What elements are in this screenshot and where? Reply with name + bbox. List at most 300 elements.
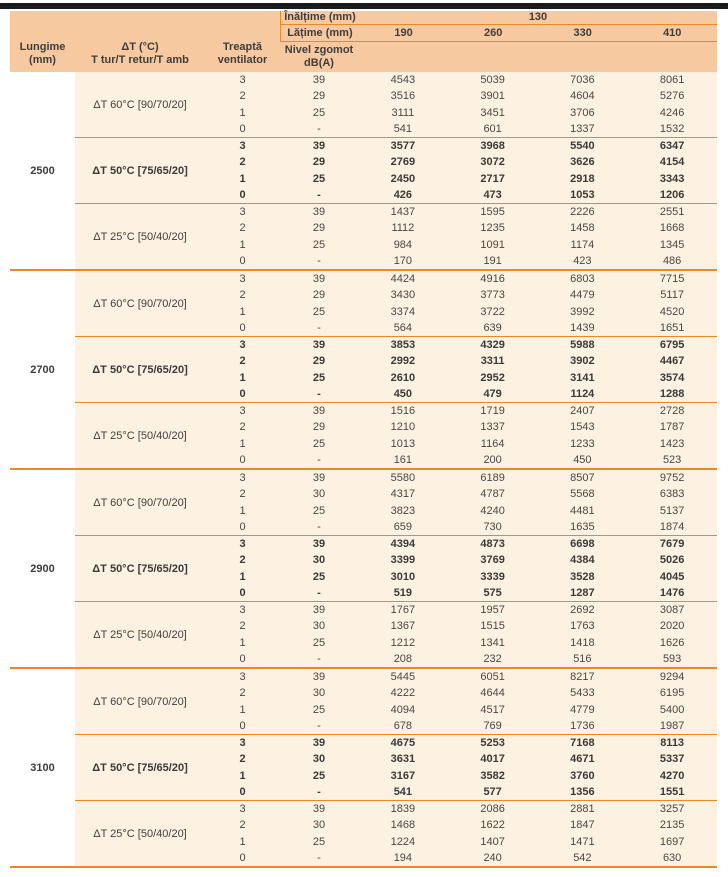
output-cell: 1288: [659, 387, 685, 400]
output-cell: 4779: [570, 703, 595, 716]
fan-step-cell: 2: [239, 90, 246, 103]
output-cell: 2020: [659, 620, 685, 633]
output-cell: 6698: [570, 538, 595, 551]
output-cell: 5580: [390, 472, 416, 485]
output-cell: 1736: [570, 719, 595, 732]
output-cell: 3343: [659, 172, 685, 185]
output-cell: 5568: [570, 488, 595, 501]
output-cell: 4154: [659, 156, 685, 169]
fan-step-cell: 2: [239, 222, 246, 235]
noise-level-cell: 30: [312, 753, 326, 766]
output-cell: 1235: [480, 222, 505, 235]
output-cell: 4222: [390, 687, 416, 700]
output-cell: 4873: [480, 538, 505, 551]
delta-section: [75, 535, 717, 601]
output-cell: 426: [393, 188, 413, 201]
output-cell: 541: [393, 122, 413, 135]
output-cell: 3582: [480, 769, 505, 782]
output-cell: 1174: [570, 238, 595, 251]
output-cell: 240: [483, 851, 502, 864]
output-cell: 3087: [659, 604, 685, 617]
output-cell: 1551: [659, 785, 685, 798]
header-treapta-line1: Treaptă: [222, 41, 263, 53]
fan-step-cell: 3: [239, 273, 246, 286]
delta-label: ΔT 60°C [90/70/20]: [93, 695, 187, 708]
noise-level-cell: 25: [312, 437, 326, 450]
fan-step-cell: 2: [239, 355, 246, 368]
output-cell: 6189: [480, 472, 505, 485]
output-cell: 5276: [659, 90, 685, 103]
output-cell: 2450: [390, 172, 416, 185]
output-cell: 1622: [480, 819, 505, 832]
output-cell: 1164: [480, 437, 505, 450]
noise-level-cell: -: [317, 652, 321, 665]
output-cell: 3577: [390, 140, 416, 153]
output-cell: 4517: [480, 703, 505, 716]
output-cell: 1847: [570, 819, 595, 832]
output-cell: 1206: [659, 188, 685, 201]
delta-section: [75, 203, 717, 269]
noise-level-cell: 39: [312, 74, 326, 87]
output-cell: 3528: [570, 570, 595, 583]
noise-level-cell: 25: [312, 106, 326, 119]
output-cell: 1124: [570, 387, 595, 400]
output-cell: 2918: [570, 172, 595, 185]
output-cell: 473: [483, 188, 502, 201]
fan-step-cell: 2: [239, 156, 246, 169]
output-cell: 1767: [390, 604, 416, 617]
output-cell: 232: [483, 652, 502, 665]
output-cell: 1543: [570, 421, 595, 434]
output-cell: 5137: [659, 504, 685, 517]
output-cell: 601: [483, 122, 502, 135]
output-cell: 564: [393, 321, 413, 334]
output-cell: 639: [483, 321, 502, 334]
fan-step-cell: 1: [239, 172, 246, 185]
output-cell: 1471: [570, 835, 595, 848]
header-lungime: [10, 11, 75, 72]
output-cell: 1341: [480, 636, 505, 649]
fan-step-cell: 1: [239, 703, 246, 716]
noise-level-cell: 25: [312, 305, 326, 318]
noise-level-cell: 25: [312, 504, 326, 517]
noise-level-cell: -: [317, 785, 321, 798]
noise-level-cell: -: [317, 586, 321, 599]
output-cell: 4246: [659, 106, 685, 119]
output-cell: 4270: [659, 769, 685, 782]
header-delta-t-line1: ΔT (°C): [121, 41, 159, 53]
fan-step-cell: 3: [239, 405, 246, 418]
output-cell: 577: [483, 785, 502, 798]
output-cell: 191: [483, 254, 502, 267]
delta-section: [75, 137, 717, 203]
output-cell: 6051: [480, 671, 505, 684]
output-cell: 5988: [570, 339, 595, 352]
fan-step-cell: 2: [239, 289, 246, 302]
delta-label: ΔT 25°C [50/40/20]: [93, 230, 187, 243]
noise-level-cell: 25: [312, 703, 326, 716]
noise-level-cell: -: [317, 453, 321, 466]
length-group: [10, 271, 717, 470]
output-cell: 5433: [570, 687, 595, 700]
output-cell: 1224: [390, 835, 416, 848]
header-delta-t: [75, 11, 205, 72]
output-cell: 3167: [390, 769, 416, 782]
output-cell: 2769: [390, 156, 416, 169]
output-cell: 3769: [480, 554, 505, 567]
output-cell: 519: [393, 586, 413, 599]
noise-level-cell: 30: [312, 687, 326, 700]
noise-level-cell: 39: [312, 538, 326, 551]
group-sections: [75, 72, 717, 269]
delta-section: [75, 734, 717, 800]
output-cell: 4424: [390, 273, 416, 286]
fan-step-cell: 0: [239, 453, 246, 466]
fan-step-cell: 3: [239, 472, 246, 485]
output-cell: 3010: [390, 570, 416, 583]
output-cell: 3311: [480, 355, 505, 368]
output-cell: 1112: [391, 222, 415, 235]
output-cell: 2135: [659, 819, 685, 832]
length-value: 3100: [10, 669, 75, 866]
fan-step-cell: 2: [239, 620, 246, 633]
output-cell: 575: [483, 586, 502, 599]
output-cell: 1091: [480, 238, 505, 251]
output-cell: 4317: [390, 488, 416, 501]
output-cell: 200: [483, 453, 502, 466]
output-cell: 7715: [659, 273, 685, 286]
page-top-rule: [0, 3, 728, 9]
output-cell: 3992: [570, 305, 595, 318]
fan-step-cell: 0: [239, 851, 246, 864]
noise-level-cell: 39: [312, 273, 326, 286]
length-group: [10, 669, 717, 868]
output-cell: 3760: [570, 769, 595, 782]
output-cell: 4467: [659, 355, 685, 368]
output-cell: 7036: [570, 74, 595, 87]
output-cell: 1468: [390, 819, 416, 832]
noise-level-cell: 39: [312, 803, 326, 816]
output-cell: 3773: [480, 289, 505, 302]
output-cell: 541: [393, 785, 413, 798]
output-cell: 1532: [659, 122, 685, 135]
delta-label: ΔT 50°C [75/65/20]: [92, 761, 188, 774]
noise-level-cell: 30: [312, 620, 326, 633]
fan-step-cell: 0: [239, 387, 246, 400]
fan-step-cell: 0: [239, 122, 246, 135]
noise-level-cell: 25: [312, 172, 326, 185]
output-cell: 3257: [659, 803, 685, 816]
output-cell: 161: [393, 453, 413, 466]
output-cell: 2952: [480, 371, 505, 384]
output-cell: 2610: [390, 371, 416, 384]
output-cell: 1337: [570, 122, 595, 135]
delta-label: ΔT 60°C [90/70/20]: [93, 297, 187, 310]
fan-step-cell: 2: [239, 488, 246, 501]
delta-section: [75, 72, 717, 137]
output-cell: 5117: [660, 289, 684, 302]
output-cell: 5253: [480, 737, 505, 750]
fan-step-cell: 1: [239, 305, 246, 318]
header-nivel-row: [280, 42, 717, 73]
output-cell: 3722: [480, 305, 505, 318]
noise-level-cell: 29: [312, 355, 326, 368]
fan-step-cell: 3: [239, 803, 246, 816]
output-cell: 1839: [390, 803, 416, 816]
output-cell: 1874: [659, 520, 685, 533]
output-cell: 4329: [480, 339, 505, 352]
output-cell: 3072: [480, 156, 505, 169]
fan-step-cell: 2: [239, 554, 246, 567]
noise-level-cell: 30: [312, 554, 326, 567]
noise-level-cell: 29: [312, 289, 326, 302]
output-cell: 1418: [570, 636, 595, 649]
header-dimensions: [280, 11, 717, 72]
output-cell: 423: [573, 254, 592, 267]
fan-step-cell: 0: [239, 188, 246, 201]
noise-level-cell: 25: [312, 570, 326, 583]
output-cell: 730: [483, 520, 502, 533]
header-latime-row: [280, 25, 717, 42]
noise-level-cell: 25: [312, 835, 326, 848]
noise-level-cell: -: [317, 520, 321, 533]
delta-section: [75, 271, 717, 336]
group-sections: [75, 669, 717, 866]
output-cell: 3516: [390, 90, 416, 103]
output-cell: 4675: [390, 737, 416, 750]
output-cell: 1210: [390, 421, 416, 434]
output-cell: 678: [393, 719, 413, 732]
delta-label: ΔT 50°C [75/65/20]: [92, 363, 188, 376]
output-cell: 630: [662, 851, 682, 864]
output-cell: 3631: [390, 753, 416, 766]
output-cell: 170: [393, 254, 413, 267]
output-cell: 4384: [570, 554, 595, 567]
header-width-value: 190: [394, 26, 413, 39]
output-cell: 1987: [659, 719, 685, 732]
output-cell: 2992: [390, 355, 416, 368]
output-cell: 516: [573, 652, 592, 665]
noise-level-cell: 25: [312, 371, 326, 384]
output-cell: 6795: [659, 339, 685, 352]
output-cell: 4240: [480, 504, 505, 517]
output-cell: 6803: [570, 273, 595, 286]
delta-section: [75, 601, 717, 667]
fan-step-cell: 1: [239, 835, 246, 848]
length-group: [10, 470, 717, 669]
noise-level-cell: 39: [312, 140, 326, 153]
header-treapta: [205, 11, 280, 72]
output-cell: 2551: [659, 206, 685, 219]
fan-step-cell: 3: [239, 206, 246, 219]
length-value: 2900: [10, 470, 75, 667]
noise-level-cell: 39: [312, 671, 326, 684]
noise-level-cell: 39: [312, 472, 326, 485]
noise-level-cell: 30: [312, 819, 326, 832]
noise-level-cell: 29: [312, 222, 326, 235]
output-cell: 2692: [570, 604, 595, 617]
output-cell: 1439: [570, 321, 595, 334]
header-nivel-label: [280, 44, 358, 70]
output-cell: 4644: [480, 687, 505, 700]
length-value: 2700: [10, 271, 75, 468]
header-lungime-line1: Lungime: [19, 41, 66, 53]
output-cell: 1458: [570, 222, 595, 235]
delta-label: ΔT 60°C [90/70/20]: [93, 98, 187, 111]
output-cell: 3823: [390, 504, 416, 517]
fan-step-cell: 2: [239, 687, 246, 700]
delta-section: [75, 402, 717, 468]
output-cell: 6383: [659, 488, 685, 501]
delta-label: ΔT 50°C [75/65/20]: [92, 164, 188, 177]
output-cell: 4045: [659, 570, 685, 583]
noise-level-cell: 39: [312, 405, 326, 418]
output-cell: 1626: [659, 636, 685, 649]
output-cell: 9752: [659, 472, 685, 485]
output-cell: 8217: [570, 671, 595, 684]
output-cell: 1719: [480, 405, 505, 418]
output-cell: 1337: [480, 421, 505, 434]
delta-section: [75, 669, 717, 734]
output-cell: 3141: [570, 371, 595, 384]
output-cell: 1476: [659, 586, 685, 599]
output-cell: 593: [662, 652, 682, 665]
fan-step-cell: 3: [239, 737, 246, 750]
fan-step-cell: 3: [239, 671, 246, 684]
delta-label: ΔT 25°C [50/40/20]: [93, 628, 187, 641]
output-cell: 1212: [390, 636, 416, 649]
header-inaltime-row: [280, 11, 717, 25]
output-cell: 1437: [390, 206, 416, 219]
noise-level-cell: 39: [312, 206, 326, 219]
fan-step-cell: 1: [239, 238, 246, 251]
output-cell: 3111: [391, 106, 415, 119]
output-cell: 5039: [480, 74, 505, 87]
delta-section: [75, 336, 717, 402]
output-cell: 1668: [659, 222, 685, 235]
fan-step-cell: 1: [239, 570, 246, 583]
output-cell: 4520: [659, 305, 685, 318]
noise-level-cell: 29: [312, 421, 326, 434]
noise-level-cell: 25: [312, 769, 326, 782]
fan-step-cell: 3: [239, 74, 246, 87]
noise-level-cell: -: [317, 719, 321, 732]
length-group: [10, 72, 717, 271]
fan-step-cell: 0: [239, 785, 246, 798]
fan-step-cell: 0: [239, 586, 246, 599]
table-header: [10, 11, 717, 72]
output-cell: 1013: [390, 437, 416, 450]
output-cell: 2717: [480, 172, 505, 185]
delta-section: [75, 800, 717, 866]
fan-step-cell: 1: [239, 106, 246, 119]
output-cell: 3901: [480, 90, 505, 103]
output-cell: 2881: [570, 803, 595, 816]
noise-level-cell: 25: [312, 238, 326, 251]
fan-step-cell: 0: [239, 652, 246, 665]
noise-level-cell: 25: [312, 636, 326, 649]
header-width-value: 260: [483, 26, 503, 39]
group-sections: [75, 271, 717, 468]
output-cell: 3451: [480, 106, 505, 119]
fan-step-cell: 3: [239, 140, 246, 153]
output-cell: 1787: [659, 421, 685, 434]
output-cell: 4017: [480, 753, 505, 766]
output-cell: 523: [662, 453, 682, 466]
output-cell: 4394: [390, 538, 416, 551]
fan-step-cell: 3: [239, 339, 246, 352]
group-sections: [75, 470, 717, 667]
output-cell: 7679: [659, 538, 685, 551]
fan-step-cell: 0: [239, 254, 246, 267]
noise-level-cell: -: [317, 321, 321, 334]
noise-level-cell: 30: [312, 488, 326, 501]
fan-step-cell: 2: [239, 819, 246, 832]
output-cell: 194: [393, 851, 413, 864]
output-cell: 4479: [570, 289, 595, 302]
output-cell: 8113: [660, 737, 685, 750]
output-cell: 542: [573, 851, 592, 864]
table-body: [10, 72, 717, 868]
output-cell: 7168: [570, 737, 595, 750]
output-cell: 2226: [570, 206, 595, 219]
output-cell: 4481: [570, 504, 595, 517]
header-latime-label: Lățime (mm): [287, 26, 353, 39]
output-cell: 1053: [570, 188, 595, 201]
output-cell: 1516: [390, 405, 416, 418]
output-cell: 3399: [390, 554, 416, 567]
output-cell: 1233: [570, 437, 595, 450]
noise-level-cell: 39: [312, 339, 326, 352]
output-cell: 450: [393, 387, 413, 400]
noise-level-cell: -: [317, 188, 321, 201]
output-cell: 9294: [659, 671, 685, 684]
noise-level-cell: 39: [312, 737, 326, 750]
fan-step-cell: 0: [239, 719, 246, 732]
output-cell: 659: [393, 520, 413, 533]
output-cell: 1635: [570, 520, 595, 533]
noise-level-cell: -: [317, 254, 321, 267]
output-cell: 3853: [390, 339, 416, 352]
output-cell: 479: [483, 387, 502, 400]
output-cell: 2407: [570, 405, 595, 418]
heat-output-spec-table: [10, 11, 717, 868]
output-cell: 3626: [570, 156, 595, 169]
output-cell: 3706: [570, 106, 595, 119]
fan-step-cell: 1: [239, 769, 246, 782]
output-cell: 2728: [659, 405, 685, 418]
output-cell: 5540: [570, 140, 595, 153]
output-cell: 3374: [390, 305, 416, 318]
output-cell: 1367: [390, 620, 416, 633]
fan-step-cell: 1: [239, 371, 246, 384]
output-cell: 8507: [570, 472, 595, 485]
fan-step-cell: 1: [239, 504, 246, 517]
output-cell: 3339: [480, 570, 505, 583]
delta-section: [75, 470, 717, 535]
noise-level-cell: 29: [312, 90, 326, 103]
output-cell: 450: [573, 453, 592, 466]
delta-label: ΔT 25°C [50/40/20]: [93, 429, 187, 442]
output-cell: 5400: [659, 703, 685, 716]
header-inaltime-value: 130: [528, 11, 548, 24]
output-cell: 1423: [659, 437, 685, 450]
output-cell: 1287: [570, 586, 595, 599]
noise-level-cell: -: [317, 851, 321, 864]
output-cell: 1763: [570, 620, 595, 633]
output-cell: 5337: [659, 753, 685, 766]
header-delta-t-line2: T tur/T retur/T amb: [91, 54, 189, 66]
